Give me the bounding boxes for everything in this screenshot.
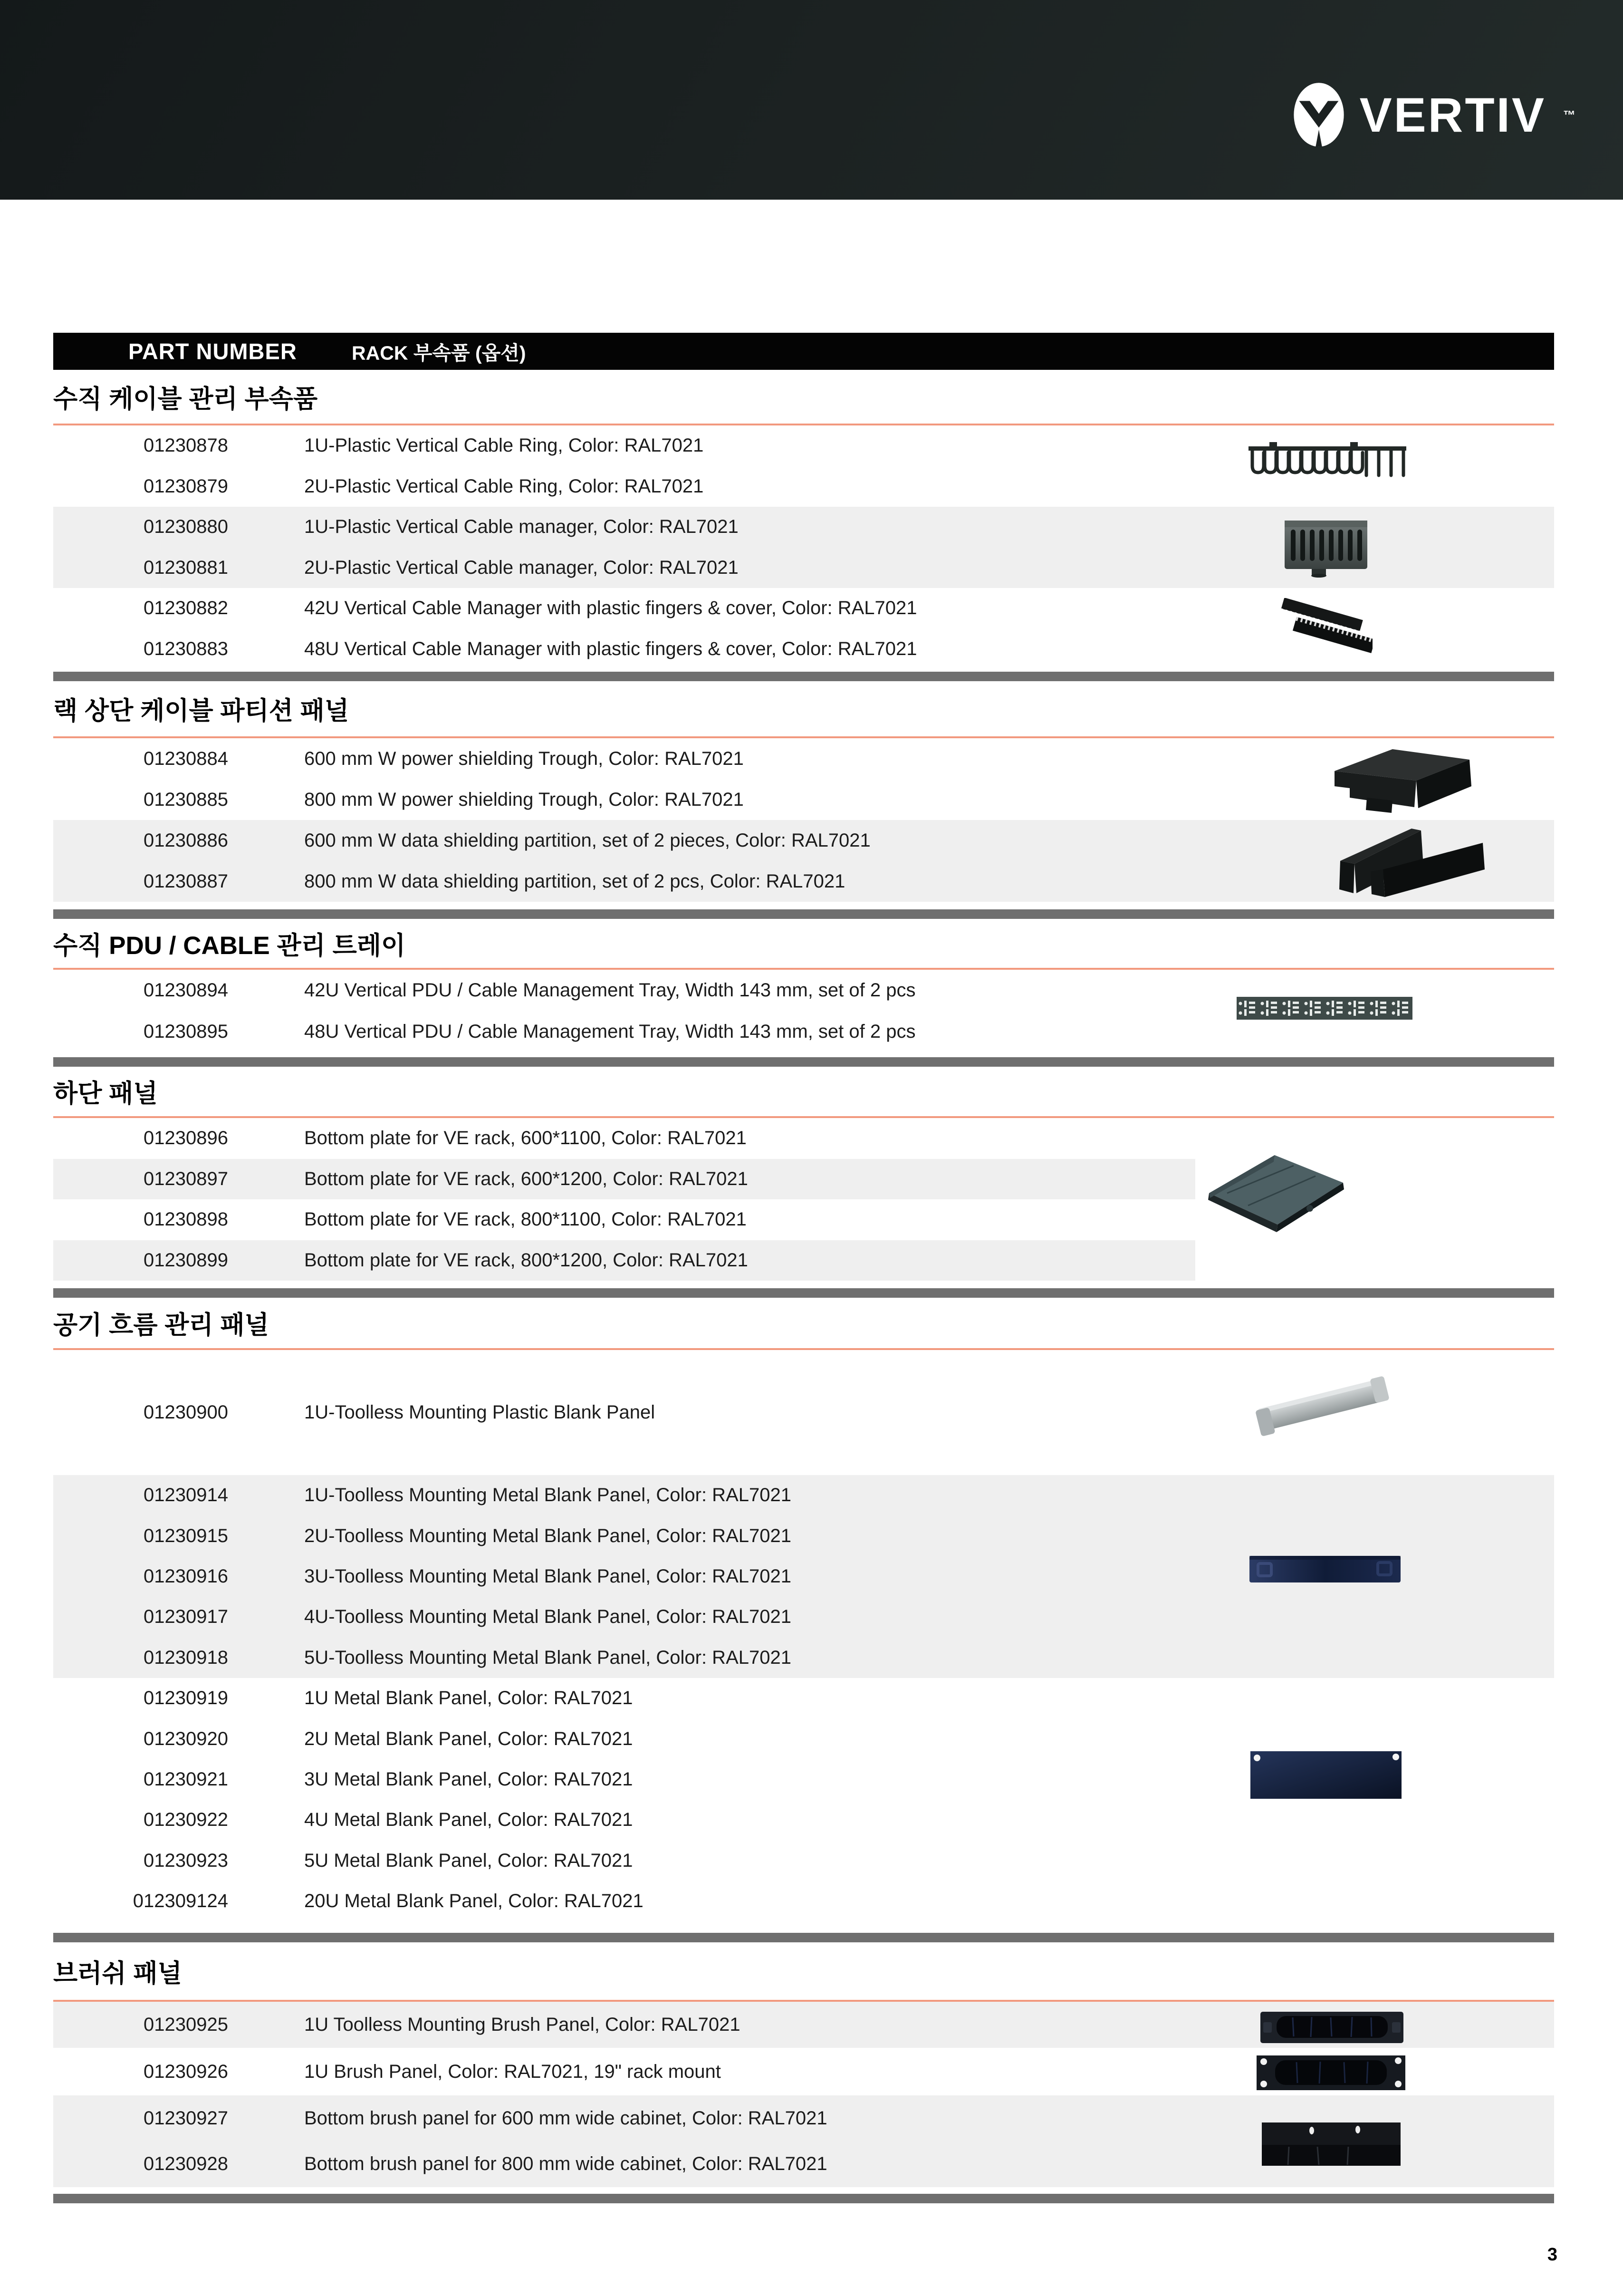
- table-row: [53, 1800, 1554, 1840]
- part-number: 01230881: [144, 557, 228, 578]
- part-description: Bottom plate for VE rack, 600*1100, Color: RAL7021: [304, 1128, 747, 1149]
- part-number: 01230926: [144, 2061, 228, 2082]
- section-vertical-cable-management: [53, 370, 1554, 672]
- table-row: [53, 1841, 1554, 1881]
- part-description: 1U Brush Panel, Color: RAL7021, 19" rack mount: [304, 2061, 721, 2082]
- data-shielding-partition-image: [1326, 824, 1497, 901]
- vertiv-wordmark: VERTIV: [1359, 88, 1546, 142]
- section-divider: [53, 1057, 1554, 1067]
- section-vertical-pdu-cable-tray: [53, 919, 1554, 1057]
- part-description: 20U Metal Blank Panel, Color: RAL7021: [304, 1891, 643, 1912]
- section-divider: [53, 909, 1554, 919]
- part-description: 4U Metal Blank Panel, Color: RAL7021: [304, 1809, 633, 1831]
- section-divider: [53, 1288, 1554, 1298]
- section-title: 수직 케이블 관리 부속품: [53, 385, 318, 413]
- part-description: 3U-Toolless Mounting Metal Blank Panel, Color: RAL7021: [304, 1565, 791, 1587]
- part-description: 42U Vertical PDU / Cable Management Tray, Width 143 mm, set of 2 pcs: [304, 980, 916, 1001]
- part-description: 1U-Toolless Mounting Plastic Blank Panel: [304, 1402, 655, 1423]
- part-description: 2U-Plastic Vertical Cable Ring, Color: RAL7021: [304, 475, 704, 497]
- table-row: [53, 1475, 1554, 1515]
- table-row: [53, 1638, 1554, 1678]
- section-airflow-management-panel: [53, 1298, 1554, 1933]
- part-number: 01230899: [144, 1249, 228, 1271]
- part-number: 012309124: [133, 1891, 228, 1912]
- part-number: 01230882: [144, 598, 228, 619]
- part-description: 1U-Plastic Vertical Cable Ring, Color: RAL7021: [304, 435, 704, 456]
- part-number: 01230921: [144, 1768, 228, 1790]
- accessories-column-label: RACK 부속품 (옵션): [352, 342, 526, 364]
- part-description: Bottom plate for VE rack, 800*1100, Color: RAL7021: [304, 1209, 747, 1230]
- part-number: 01230879: [144, 475, 228, 497]
- part-description: 48U Vertical PDU / Cable Management Tray, Width 143 mm, set of 2 pcs: [304, 1021, 916, 1042]
- part-description: 1U Toolless Mounting Brush Panel, Color: RAL7021: [304, 2014, 740, 2036]
- power-shielding-trough-image: [1321, 746, 1473, 820]
- plastic-blank-panel-image: [1255, 1354, 1395, 1455]
- bottom-brush-panel-image: [1260, 2121, 1402, 2168]
- part-number: 01230914: [144, 1485, 228, 1506]
- part-number: 01230927: [144, 2107, 228, 2129]
- table-row: [53, 1515, 1554, 1556]
- part-description: 1U-Toolless Mounting Metal Blank Panel, Color: RAL7021: [304, 1485, 791, 1506]
- table-header-bar: [53, 333, 1554, 370]
- section-divider: [53, 672, 1554, 681]
- part-description: 1U Metal Blank Panel, Color: RAL7021: [304, 1688, 633, 1709]
- footer-divider: [53, 2194, 1554, 2203]
- cable-ring-strip-image: [1248, 440, 1408, 490]
- part-description: 2U-Toolless Mounting Metal Blank Panel, Color: RAL7021: [304, 1525, 791, 1546]
- part-number: 01230896: [144, 1128, 228, 1149]
- part-description: Bottom brush panel for 800 mm wide cabinet, Color: RAL7021: [304, 2153, 827, 2175]
- metal-blank-panel-toolless-image: [1248, 1553, 1402, 1584]
- part-number: 01230920: [144, 1728, 228, 1749]
- part-number: 01230885: [144, 789, 228, 810]
- part-number: 01230883: [144, 638, 228, 659]
- cable-manager-image: [1283, 518, 1369, 578]
- page-number: 3: [1547, 2245, 1557, 2265]
- part-number: 01230886: [144, 830, 228, 851]
- part-number: 01230894: [144, 980, 228, 1001]
- section-rack-top-cable-partition: [53, 681, 1554, 909]
- part-number: 01230887: [144, 870, 228, 892]
- part-description: 48U Vertical Cable Manager with plastic fingers & cover, Color: RAL7021: [304, 638, 917, 659]
- table-row: [53, 1881, 1554, 1921]
- vertiv-logo: [1292, 82, 1575, 148]
- sections: [53, 370, 1554, 2203]
- part-description: Bottom brush panel for 600 mm wide cabinet, Color: RAL7021: [304, 2107, 827, 2129]
- part-number: 01230884: [144, 748, 228, 769]
- part-number: 01230928: [144, 2153, 228, 2175]
- part-number: 01230918: [144, 1647, 228, 1668]
- section-title: 브러쉬 패널: [53, 1959, 182, 1987]
- metal-blank-panel-image: [1248, 1746, 1403, 1801]
- part-number: 01230919: [144, 1688, 228, 1709]
- part-number: 01230922: [144, 1809, 228, 1831]
- part-description: 42U Vertical Cable Manager with plastic fingers & cover, Color: RAL7021: [304, 598, 917, 619]
- section-divider: [53, 1933, 1554, 1942]
- part-number: 01230916: [144, 1565, 228, 1587]
- part-number-column-label: PART NUMBER: [128, 338, 297, 364]
- section-brush-panel: [53, 1942, 1554, 2194]
- part-description: 800 mm W power shielding Trough, Color: RAL7021: [304, 789, 744, 810]
- section-bottom-panel: [53, 1067, 1554, 1288]
- part-description: 1U-Plastic Vertical Cable manager, Color: RAL7021: [304, 516, 739, 538]
- part-description: Bottom plate for VE rack, 600*1200, Color: RAL7021: [304, 1168, 748, 1189]
- part-number: 01230917: [144, 1606, 228, 1628]
- part-description: 4U-Toolless Mounting Metal Blank Panel, Color: RAL7021: [304, 1606, 791, 1628]
- part-number: 01230915: [144, 1525, 228, 1546]
- section-title: 공기 흐름 관리 패널: [53, 1311, 269, 1339]
- part-number: 01230898: [144, 1209, 228, 1230]
- section-title: 하단 패널: [53, 1080, 158, 1108]
- part-description: 600 mm W data shielding partition, set of 2 pieces, Color: RAL7021: [304, 830, 871, 851]
- vertical-cable-manager-42u-image: [1279, 598, 1373, 666]
- table-row: [53, 1597, 1554, 1637]
- part-description: 600 mm W power shielding Trough, Color: RAL7021: [304, 748, 744, 769]
- part-number: 01230880: [144, 516, 228, 538]
- bottom-plate-image: [1202, 1148, 1347, 1245]
- content-column: [53, 333, 1554, 2203]
- part-description: 5U Metal Blank Panel, Color: RAL7021: [304, 1850, 633, 1871]
- part-description: Bottom plate for VE rack, 800*1200, Color: RAL7021: [304, 1249, 748, 1271]
- part-number: 01230878: [144, 435, 228, 456]
- vertiv-logo-icon: [1292, 82, 1345, 148]
- table-row: [53, 1159, 1195, 1200]
- section-title: 랙 상단 케이블 파티션 패널: [53, 697, 349, 725]
- pdu-tray-strip-image: [1236, 995, 1414, 1022]
- section-title: 수직 PDU / CABLE 관리 트레이: [53, 931, 406, 960]
- part-description: 5U-Toolless Mounting Metal Blank Panel, Color: RAL7021: [304, 1647, 791, 1668]
- part-number: 01230897: [144, 1168, 228, 1189]
- part-number: 01230900: [144, 1402, 228, 1423]
- table-row: [53, 1678, 1554, 1718]
- brush-panel-toolless-image: [1259, 2010, 1404, 2045]
- part-description: 2U Metal Blank Panel, Color: RAL7021: [304, 1728, 633, 1749]
- trademark-symbol: ™: [1563, 107, 1575, 122]
- part-number: 01230895: [144, 1021, 228, 1042]
- part-number: 01230925: [144, 2014, 228, 2036]
- brush-panel-19in-image: [1256, 2055, 1406, 2091]
- table-row: [53, 1240, 1195, 1281]
- page-header: [0, 0, 1623, 200]
- part-description: 800 mm W data shielding partition, set of 2 pcs, Color: RAL7021: [304, 870, 845, 892]
- part-description: 2U-Plastic Vertical Cable manager, Color: RAL7021: [304, 557, 739, 578]
- part-number: 01230923: [144, 1850, 228, 1871]
- part-description: 3U Metal Blank Panel, Color: RAL7021: [304, 1768, 633, 1790]
